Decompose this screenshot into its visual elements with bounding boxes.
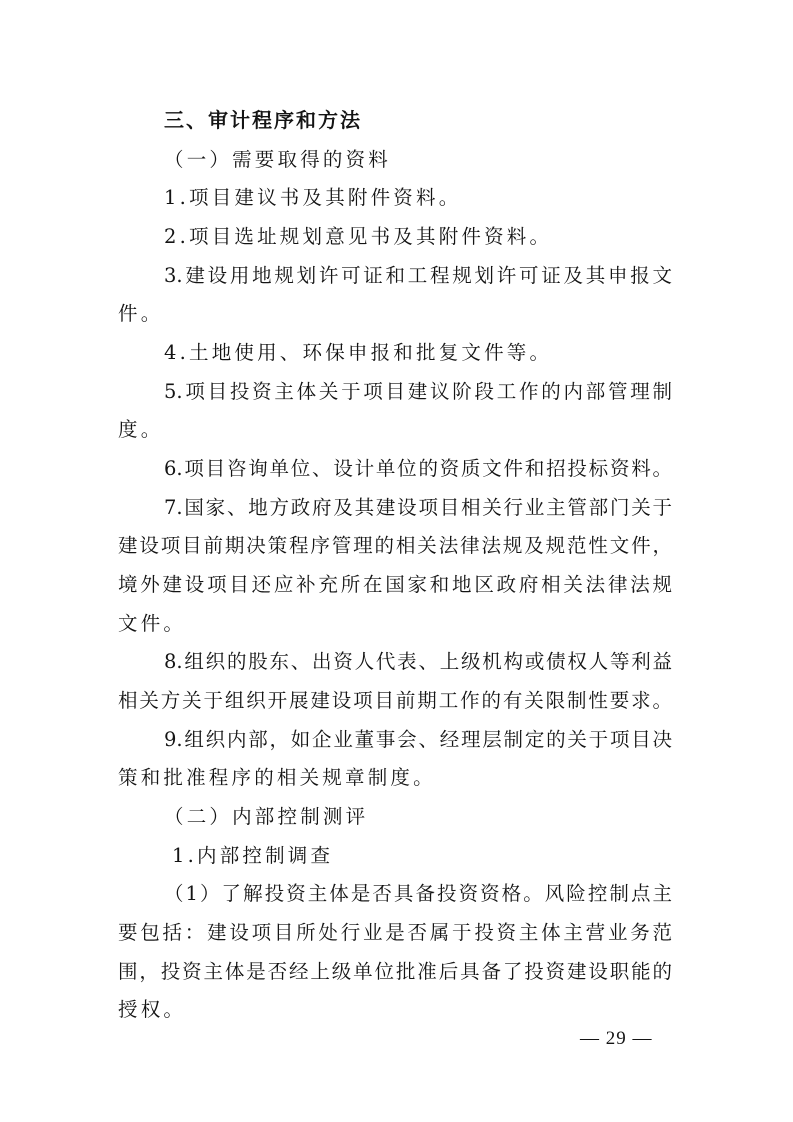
list-item-1-line-1: 1.项目建议书及其附件资料。 [164, 186, 462, 209]
list-item-3-line-2: 件。 [118, 302, 164, 325]
list-item-7-line-4: 文件。 [118, 612, 187, 635]
subsection-2-subtitle: 1.内部控制调查 [172, 844, 334, 867]
list-item-7-line-2: 建设项目前期决策程序管理的相关法律法规及规范性文件， [118, 534, 672, 557]
list-item-9-line-1: 9.组织内部，如企业董事会、经理层制定的关于项目决 [164, 728, 672, 751]
paragraph-line-4: 授权。 [118, 998, 187, 1021]
section-title: 三、审计程序和方法 [164, 108, 362, 132]
list-item-7-line-3: 境外建设项目还应补充所在国家和地区政府相关法律法规 [118, 573, 672, 596]
list-item-7-line-1: 7.国家、地方政府及其建设项目相关行业主管部门关于 [164, 496, 672, 519]
list-item-8-line-1: 8.组织的股东、出资人代表、上级机构或债权人等利益 [164, 650, 672, 673]
paragraph-line-3: 围，投资主体是否经上级单位批准后具备了投资建设职能的 [118, 960, 672, 983]
paragraph-line-2: 要包括：建设项目所处行业是否属于投资主体主营业务范 [118, 921, 672, 944]
list-item-4-line-1: 4.土地使用、环保申报和批复文件等。 [164, 341, 553, 364]
list-item-8-line-2: 相关方关于组织开展建设项目前期工作的有关限制性要求。 [118, 689, 672, 712]
list-item-2-line-1: 2.项目选址规划意见书及其附件资料。 [164, 225, 553, 248]
list-item-3-line-1: 3.建设用地规划许可证和工程规划许可证及其申报文 [164, 264, 672, 287]
paragraph-line-1: （1）了解投资主体是否具备投资资格。风险控制点主 [164, 882, 672, 905]
list-item-5-line-2: 度。 [118, 418, 164, 441]
list-item-6-line-1: 6.项目咨询单位、设计单位的资质文件和招投标资料。 [164, 457, 672, 480]
page-number: — 29 — [580, 1028, 653, 1049]
list-item-5-line-1: 5.项目投资主体关于项目建议阶段工作的内部管理制 [164, 380, 672, 403]
list-item-9-line-2: 策和批准程序的相关规章制度。 [118, 766, 436, 789]
subsection-1-title: （一）需要取得的资料 [164, 148, 392, 171]
subsection-2-title: （二）内部控制测评 [164, 805, 369, 828]
